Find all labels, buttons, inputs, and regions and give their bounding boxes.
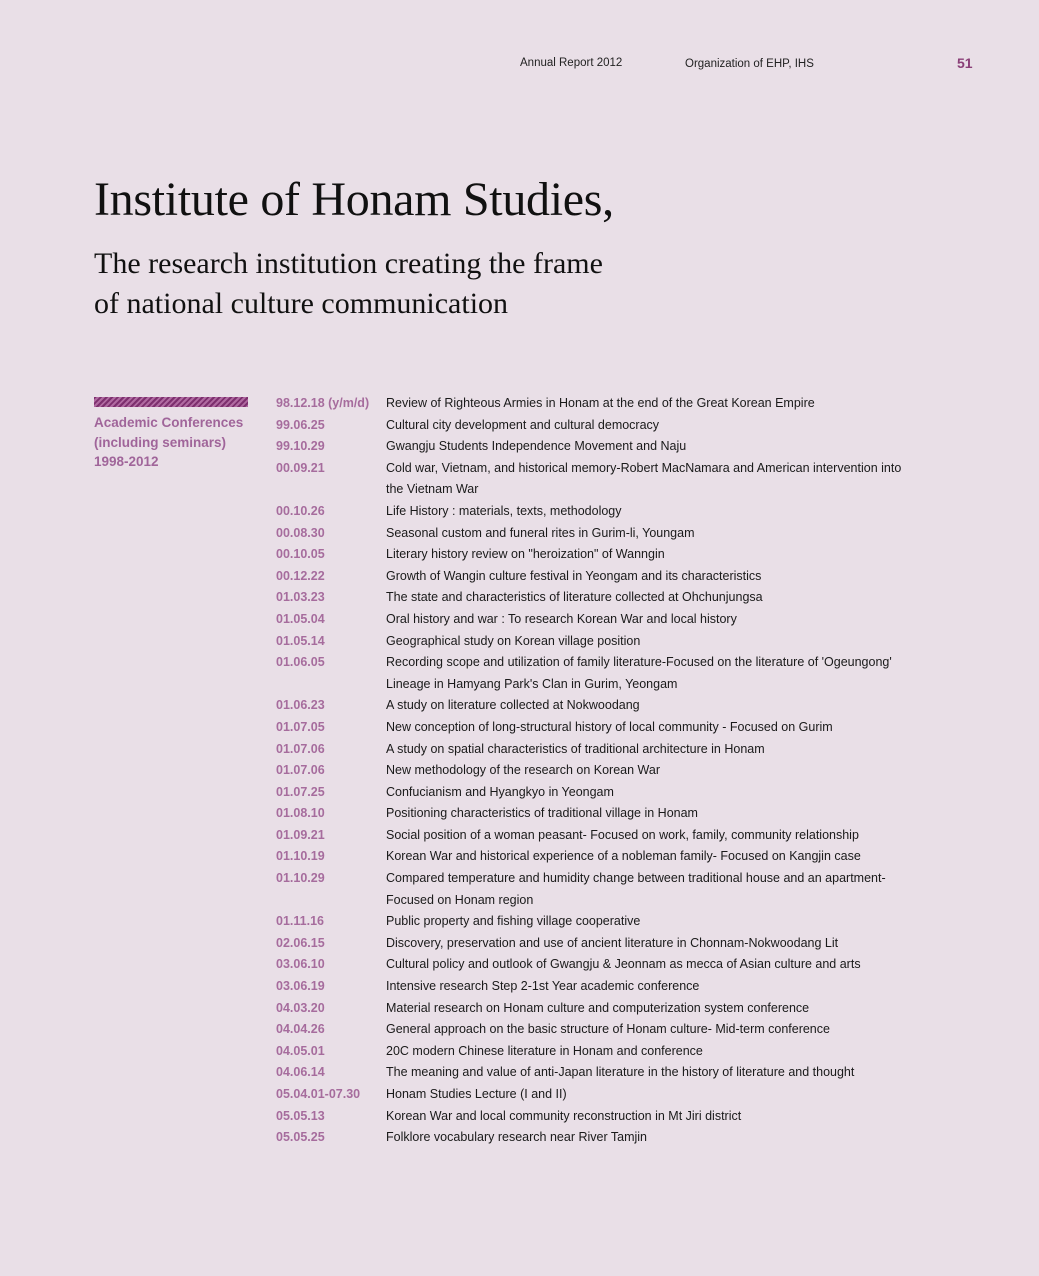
conference-title: Recording scope and utilization of family literature-Focused on the literature of 'Ogeungong' Lineage in Hamyang Park's Clan in Gurim, Yeongam: [386, 655, 892, 691]
conference-entry: [276, 760, 916, 782]
conference-title: Discovery, preservation and use of ancient literature in Chonnam-Nokwoodang Lit: [386, 935, 839, 950]
conference-entry: [276, 566, 916, 588]
conference-date: 01.07.05: [276, 719, 325, 734]
conference-title: Oral history and war : To research Korean War and local history: [386, 611, 737, 626]
conference-title: Folklore vocabulary research near River Tamjin: [386, 1130, 647, 1145]
conference-entry: [276, 998, 916, 1020]
conference-title: Cold war, Vietnam, and historical memory-Robert MacNamara and American intervention into the Vietnam War: [386, 460, 902, 497]
conference-date: 04.04.26: [276, 1022, 325, 1037]
conference-date: 01.11.16: [276, 914, 324, 929]
conference-date: 05.04.01-07.30: [276, 1087, 361, 1101]
conference-title: Material research on Honam culture and computerization system conference: [386, 1000, 810, 1015]
conference-entry: [276, 1041, 916, 1063]
conference-entry: [276, 1127, 916, 1149]
conference-entry: [276, 1106, 916, 1128]
conference-title: Life History : materials, texts, methodology: [386, 503, 622, 518]
conference-date: 01.07.06: [276, 763, 325, 778]
conference-title: Korean War and local community reconstruction in Mt Jiri district: [386, 1108, 742, 1123]
conference-title: The meaning and value of anti-Japan literature in the history of literature and thought: [386, 1065, 855, 1080]
report-title: Annual Report 2012: [520, 57, 623, 69]
conference-date: 00.12.22: [276, 568, 325, 583]
conference-entry: [276, 587, 916, 609]
conference-date: 01.03.23: [276, 590, 325, 605]
conference-date: 04.03.20: [276, 1000, 325, 1015]
conference-date: 01.05.14: [276, 633, 325, 648]
conference-entry: [276, 825, 916, 847]
conference-entry: [276, 695, 916, 717]
conference-title: The state and characteristics of literature collected at Ohchunjungsa: [386, 590, 763, 605]
page-title: Institute of Honam Studies,: [94, 173, 614, 226]
conference-title: 20C modern Chinese literature in Honam and conference: [386, 1043, 703, 1058]
conference-title: Seasonal custom and funeral rites in Gurim-li, Youngam: [386, 525, 695, 540]
conference-date: 01.09.21: [276, 827, 325, 842]
conference-date: 01.10.19: [276, 849, 325, 864]
conference-title: Gwangju Students Independence Movement and Naju: [386, 439, 687, 454]
conference-title: New conception of long-structural history of local community - Focused on Gurim: [386, 719, 833, 734]
conference-entry: [276, 415, 916, 437]
conference-title: New methodology of the research on Korean War: [386, 763, 660, 778]
conference-date: 00.09.21: [276, 460, 325, 475]
section-label-line-1: Academic Conferences: [94, 415, 244, 430]
conference-entry: [276, 911, 916, 933]
conference-date: 01.06.05: [276, 655, 325, 670]
conference-entry: [276, 803, 916, 825]
conference-entry: [276, 868, 916, 911]
conference-date: 01.05.04: [276, 611, 325, 626]
conference-entry: [276, 609, 916, 631]
conference-title: Cultural city development and cultural democracy: [386, 417, 660, 432]
conference-title: Cultural policy and outlook of Gwangju & Jeonnam as mecca of Asian culture and arts: [386, 957, 861, 972]
conference-date: 01.07.25: [276, 784, 325, 799]
conference-date: 05.05.25: [276, 1130, 325, 1145]
conference-entry: [276, 933, 916, 955]
conference-title: General approach on the basic structure of Honam culture- Mid-term conference: [386, 1022, 830, 1037]
conference-date: 01.06.23: [276, 698, 325, 713]
subtitle-line-1: The research institution creating the frame: [94, 247, 603, 280]
conference-date: 03.06.10: [276, 957, 325, 972]
conference-entry: [276, 782, 916, 804]
conference-date: 04.05.01: [276, 1043, 325, 1058]
conference-title: Intensive research Step 2-1st Year academic conference: [386, 979, 700, 994]
conference-entry: [276, 652, 916, 695]
conference-entry: [276, 501, 916, 523]
conference-date: 99.10.29: [276, 439, 325, 454]
conference-entry: [276, 1084, 916, 1106]
section-label-line-3: 1998-2012: [94, 454, 159, 469]
conference-date: 02.06.15: [276, 935, 325, 950]
section-label-line-2: (including seminars): [94, 434, 227, 450]
conference-title: Public property and fishing village cooperative: [386, 914, 641, 929]
conference-date: 01.07.06: [276, 741, 325, 756]
conference-date: 99.06.25: [276, 417, 325, 432]
conference-entry: [276, 954, 916, 976]
page-number: 51: [957, 55, 973, 71]
section-label: [94, 413, 264, 472]
conference-date: 98.12.18 (y/m/d): [276, 396, 370, 410]
conference-title: Literary history review on "heroization" of Wanngin: [386, 547, 665, 562]
conference-date: 00.10.26: [276, 503, 325, 518]
conference-list: [276, 393, 916, 1149]
subtitle-line-2: of national culture communication: [94, 287, 509, 320]
conference-date: 04.06.14: [276, 1065, 325, 1080]
conference-title: Review of Righteous Armies in Honam at the end of the Great Korean Empire: [386, 396, 815, 410]
conference-title: Confucianism and Hyangkyo in Yeongam: [386, 784, 614, 799]
conference-title: Growth of Wangin culture festival in Yeongam and its characteristics: [386, 568, 762, 583]
conference-date: 05.05.13: [276, 1108, 325, 1123]
conference-entry: [276, 523, 916, 545]
conference-title: Positioning characteristics of traditional village in Honam: [386, 806, 698, 821]
conference-entry: [276, 544, 916, 566]
conference-title: Korean War and historical experience of a nobleman family- Focused on Kangjin case: [386, 849, 861, 864]
page-subtitle: [94, 244, 694, 324]
conference-date: 01.10.29: [276, 871, 325, 886]
conference-entry: [276, 1019, 916, 1041]
conference-title: A study on spatial characteristics of traditional architecture in Honam: [386, 741, 765, 756]
conference-title: Compared temperature and humidity change between traditional house and an apartment-Focused on Honam region: [386, 871, 886, 907]
organization-label: Organization of EHP, IHS: [685, 58, 814, 70]
conference-entry: [276, 393, 916, 415]
conference-entry: [276, 458, 916, 501]
conference-date: 00.08.30: [276, 525, 325, 540]
conference-entry: [276, 631, 916, 653]
conference-entry: [276, 1062, 916, 1084]
conference-title: Geographical study on Korean village position: [386, 633, 641, 648]
conference-entry: [276, 846, 916, 868]
conference-entry: [276, 717, 916, 739]
conference-date: 00.10.05: [276, 547, 325, 562]
conference-entry: [276, 739, 916, 761]
section-decorative-bar: [94, 397, 248, 407]
conference-date: 01.08.10: [276, 806, 325, 821]
conference-title: Honam Studies Lecture (I and II): [386, 1087, 567, 1101]
conference-date: 03.06.19: [276, 979, 325, 994]
conference-title: A study on literature collected at Nokwoodang: [386, 698, 640, 713]
conference-title: Social position of a woman peasant- Focused on work, family, community relationship: [386, 827, 859, 842]
conference-entry: [276, 436, 916, 458]
conference-entry: [276, 976, 916, 998]
